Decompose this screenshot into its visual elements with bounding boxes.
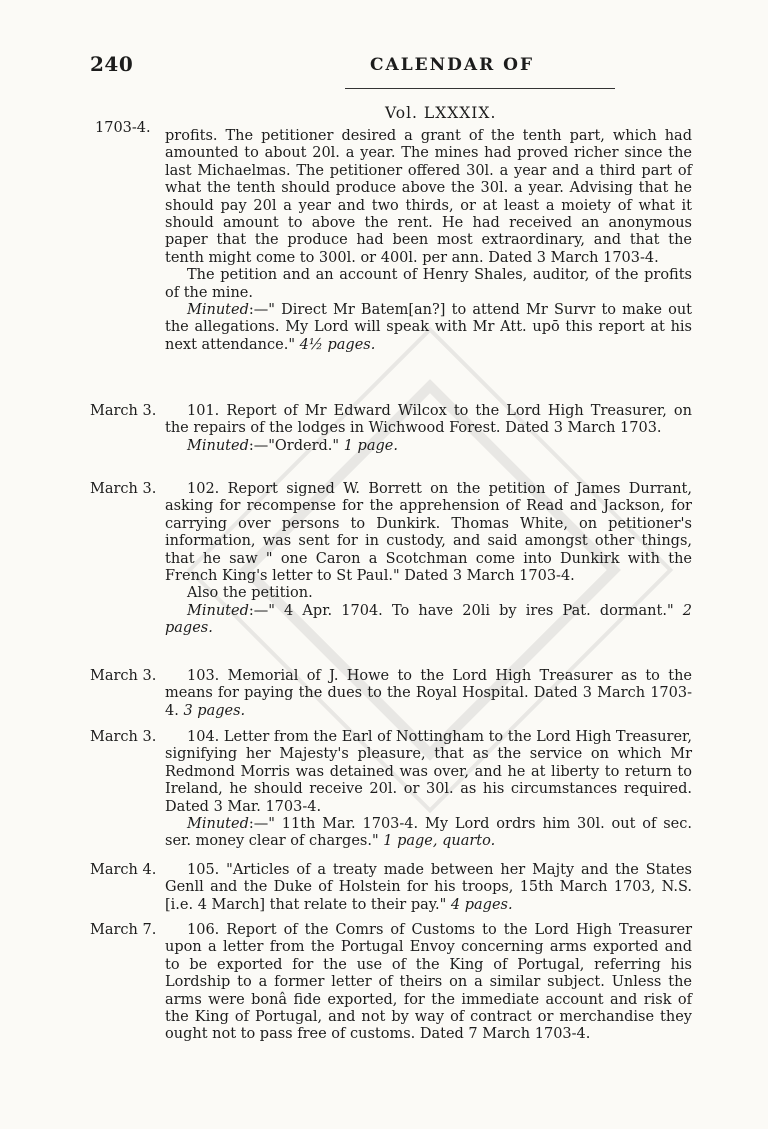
page-count: 4 pages. [450, 896, 513, 913]
entry-body [165, 128, 692, 354]
page-count: 3 pages. [183, 702, 246, 719]
entry-date: March 7. [90, 922, 157, 938]
entry-body [165, 729, 692, 851]
paragraph: 101. Report of Mr Edward Wilcox to the Lord High Treasurer, on the repairs of the lodges in Wichwood Forest. Dated 3 March 1703. [165, 403, 692, 437]
entry-body [165, 922, 692, 1044]
minute-line [165, 816, 692, 851]
paragraph: 106. Report of the Comrs of Customs to the Lord High Treasurer upon a letter from the Portugal Envoy concerning arms exported and to be exported for the use of the King of Portugal, referring his Lordship to a former letter of theirs on a similar subject. Unless the arms were bonâ fide exported, for the immediate account and risk of the King of Portugal, and not by way of contract or merchandise they ought not to pass free of customs. Dated 7 March 1703-4. [165, 922, 692, 1043]
minute-line [165, 438, 692, 455]
minute-text: :—" 11th Mar. 1703-4. My Lord ordrs him 30l. out of sec. ser. money clear of charges." [165, 816, 692, 850]
entry-body [165, 481, 692, 638]
entry-body [165, 862, 692, 914]
paragraph-text: 103. Memorial of J. Howe to the Lord High Treasurer as to the means for paying the dues to the Royal Hospital. Dated 3 March 1703-4. [165, 668, 692, 719]
header-rule [345, 88, 615, 89]
entry-date: March 3. [90, 729, 157, 745]
page-count: 1 page, quarto. [383, 833, 496, 850]
entry-date: March 3. [90, 668, 157, 684]
page-count: 2 pages. [165, 602, 693, 637]
minute-text: :—" 4 Apr. 1704. To have 20li by ires Pat. dormant." [248, 602, 674, 619]
minute-label: Minuted [187, 602, 249, 619]
paragraph: The petition and an account of Henry Shales, auditor, of the profits of the mine. [165, 267, 692, 301]
paragraph [165, 862, 692, 914]
minute-label: Minuted [187, 816, 249, 833]
minute-text: :—"Orderd." [248, 437, 340, 454]
margin-year: 1703-4. [95, 120, 151, 136]
paragraph: Also the petition. [187, 585, 313, 602]
entry-date: March 4. [90, 862, 157, 878]
minute-line [165, 603, 692, 638]
minute-label: Minuted [187, 302, 249, 319]
volume-heading: Vol. LXXXIX. [385, 104, 497, 122]
page-count: 4½ pages. [299, 336, 376, 353]
paragraph: 102. Report signed W. Borrett on the petition of James Durrant, asking for recompense for the apprehension of Read and Jackson, for carrying over persons to Dunkirk. Thomas White, on petitioner's information, was sent for in custody, and said amongst other things, that he saw " one Caron a Scotchman come into Dunkirk with the French King's letter to St Paul." Dated 3 March 1703-4. [165, 481, 692, 585]
entry-body [165, 668, 692, 720]
paragraph: 104. Letter from the Earl of Nottingham to the Lord High Treasurer, signifying her Majesty's pleasure, that as the service on which Mr Redmond Morris was detained was over, and he at liberty to return to Ireland, he should receive 20l. or 30l. as his circumstances required. Dated 3 Mar. 1703-4. [165, 729, 692, 815]
page-number: 240 [90, 52, 134, 76]
minute-text: :—" Direct Mr Batem[an?] to attend Mr Survr to make out the allegations. My Lord will speak with Mr Att. upō this report at his next attendance." [165, 302, 692, 353]
minute-label: Minuted [187, 437, 249, 454]
entry-date: March 3. [90, 481, 157, 497]
entry-body [165, 403, 692, 455]
paragraph: profits. The petitioner desired a grant of the tenth part, which had amounted to about 20l. a year. The mines had proved richer since the last Michaelmas. The petitioner offered 30l. a year and a third part of what the tenth should produce above the 30l. a year. Advising that he should pay 20l a year and two thirds, or at least a moiety of what it should amount to above the rent. He had received an anonymous paper that the produce had been most extraordinary, and that the tenth might come to 300l. or 400l. per ann. Dated 3 March 1703-4. [165, 128, 692, 266]
entry-date: March 3. [90, 403, 157, 419]
minute-line [165, 302, 692, 354]
paragraph [165, 668, 692, 720]
running-title: CALENDAR OF [370, 55, 535, 75]
paragraph-text: 105. "Articles of a treaty made between her Majty and the States Genll and the Duke of Holstein for his troops, 15th March 1703, N.S. [i.e. 4 March] that relate to their pay." [165, 862, 692, 913]
page-count: 1 page. [343, 437, 398, 454]
